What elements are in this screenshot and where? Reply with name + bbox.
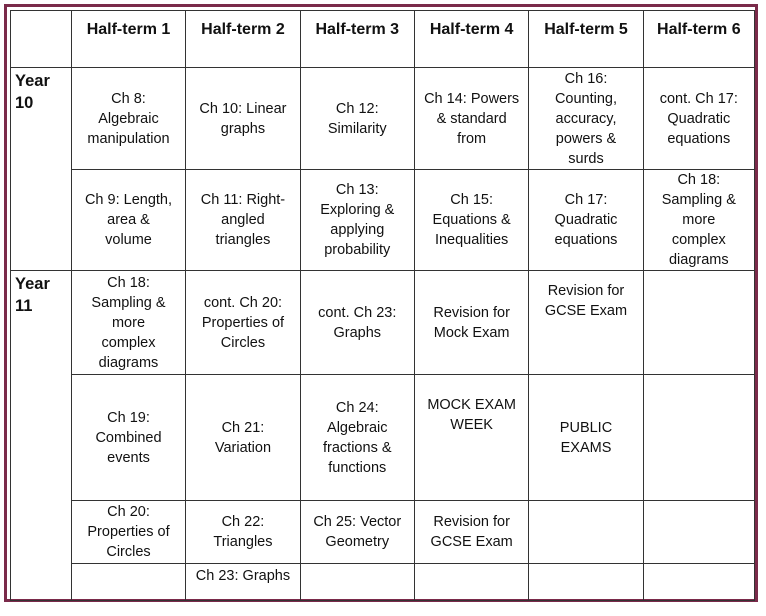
cell-line: Properties of xyxy=(201,314,285,331)
y11-r1-ht3 xyxy=(300,271,414,375)
cell-line: cont. Ch 20: xyxy=(203,294,283,311)
y11-r1-ht4 xyxy=(414,271,528,375)
y11-r4-ht5 xyxy=(529,564,643,601)
y11-r1-ht1 xyxy=(71,271,186,375)
cell-line: Ch 9: Length, xyxy=(84,192,173,208)
header-half-term-4: Half-term 4 xyxy=(414,11,528,68)
cell-line: angled xyxy=(221,212,265,228)
cell-line: from xyxy=(457,130,487,147)
cell-line: WEEK xyxy=(450,417,493,433)
y10-r1-ht6 xyxy=(643,68,754,170)
cell-line: area & xyxy=(107,212,150,228)
y11-r3-ht4 xyxy=(414,501,528,564)
cell-line: Ch 13: xyxy=(335,182,379,198)
y11-r1-ht6 xyxy=(643,271,754,375)
y11-r1-ht5 xyxy=(529,271,643,375)
cell-line: Ch 25: Vector xyxy=(313,514,402,530)
year10-row-1 xyxy=(11,68,755,170)
cell-line: Algebraic xyxy=(98,110,159,127)
cell-line: manipulation xyxy=(87,130,170,147)
cell-line: Ch 12: xyxy=(335,100,379,117)
cell-line: Ch 10: Linear xyxy=(199,100,287,117)
cell-line: Properties of xyxy=(87,524,170,540)
cell-line: probability xyxy=(324,242,391,258)
cell-line: surds xyxy=(568,150,604,167)
cell-line: Ch 21: xyxy=(221,419,265,436)
cell-line: Graphs xyxy=(333,324,382,341)
year11-row-2 xyxy=(11,375,755,501)
y11-r4-ht3 xyxy=(300,564,414,601)
cell-line: Circles xyxy=(220,334,266,351)
y11-r4-ht2 xyxy=(186,564,300,601)
year11-row-4 xyxy=(11,564,755,601)
year-10-label-line1: Year xyxy=(15,72,50,90)
y11-r3-ht5 xyxy=(529,501,643,564)
cell-line: complex xyxy=(671,232,726,248)
cell-line: diagrams xyxy=(668,252,729,268)
cell-line: Combined xyxy=(95,429,162,446)
cell-line: GCSE Exam xyxy=(544,303,628,319)
cell-line: more xyxy=(682,212,716,228)
year10-row-2 xyxy=(11,170,755,271)
cell-line: diagrams xyxy=(98,354,159,371)
cell-line: Ch 23: Graphs xyxy=(195,568,291,584)
cell-line: complex xyxy=(101,334,156,351)
cell-line: Ch 14: Powers xyxy=(424,90,520,107)
y11-r4-ht4 xyxy=(414,564,528,601)
y11-r3-ht6 xyxy=(643,501,754,564)
cell-line: Variation xyxy=(214,439,272,456)
cell-line: Ch 11: Right- xyxy=(200,192,286,208)
cell-line: Ch 17: xyxy=(564,192,608,208)
year-10-label-line2: 10 xyxy=(15,94,34,112)
year-10-label xyxy=(11,68,72,271)
cell-line: functions xyxy=(328,459,387,476)
cell-line: Revision for xyxy=(547,283,625,299)
y11-r2-ht6 xyxy=(643,375,754,501)
y11-r2-ht5 xyxy=(529,375,643,501)
cell-line: volume xyxy=(105,232,152,248)
y10-r2-ht6 xyxy=(643,170,754,271)
year-11-label-line1: Year xyxy=(15,275,50,293)
y10-r1-ht1 xyxy=(71,68,186,170)
cell-line: Exploring & xyxy=(320,202,395,218)
cell-line: Quadratic xyxy=(667,110,731,127)
y10-r1-ht5 xyxy=(529,68,643,170)
cell-line: Sampling & xyxy=(91,294,166,311)
cell-line: more xyxy=(111,314,146,331)
cell-line: graphs xyxy=(220,120,266,137)
cell-line: MOCK EXAM xyxy=(427,397,516,413)
y11-r3-ht1 xyxy=(71,501,186,564)
cell-line: Ch 16: xyxy=(564,70,608,87)
cell-line: PUBLIC xyxy=(559,419,613,436)
cell-line: Revision for xyxy=(433,514,510,530)
cell-line: cont. Ch 23: xyxy=(318,304,397,321)
y11-r3-ht3 xyxy=(300,501,414,564)
cell-line: Mock Exam xyxy=(433,324,510,341)
y10-r2-ht3 xyxy=(300,170,414,271)
y11-r4-ht1 xyxy=(71,564,186,601)
y10-r1-ht3 xyxy=(300,68,414,170)
cell-line: GCSE Exam xyxy=(430,534,513,550)
y11-r2-ht4 xyxy=(414,375,528,501)
year11-row-1 xyxy=(11,271,755,375)
year11-row-3 xyxy=(11,501,755,564)
year-11-label xyxy=(11,271,72,601)
cell-line: Revision for xyxy=(433,304,510,321)
cell-line: fractions & xyxy=(323,439,392,456)
y10-r2-ht1 xyxy=(71,170,186,271)
cell-line: EXAMS xyxy=(560,439,612,456)
cell-line: Ch 8: xyxy=(111,90,146,107)
y11-r1-ht2 xyxy=(186,271,300,375)
header-half-term-2: Half-term 2 xyxy=(186,11,300,68)
header-half-term-6: Half-term 6 xyxy=(643,11,754,68)
cell-line: accuracy, xyxy=(555,110,617,127)
cell-line: Counting, xyxy=(554,90,618,107)
y10-r1-ht4 xyxy=(414,68,528,170)
cell-line: Algebraic xyxy=(327,419,388,436)
header-row xyxy=(11,11,755,68)
cell-line: Inequalities xyxy=(434,232,509,248)
cell-line: triangles xyxy=(215,232,271,248)
cell-line: Ch 20: xyxy=(107,504,150,520)
schedule-frame xyxy=(4,4,758,602)
cell-line: Ch 18: xyxy=(677,172,721,188)
cell-line: Geometry xyxy=(325,534,390,550)
cell-line: Ch 18: xyxy=(107,274,150,291)
y11-r4-ht6 xyxy=(643,564,754,601)
cell-line: applying xyxy=(330,222,385,238)
corner-cell xyxy=(11,11,72,68)
cell-line: powers & xyxy=(555,130,617,147)
header-half-term-1: Half-term 1 xyxy=(71,11,186,68)
y11-r3-ht2 xyxy=(186,501,300,564)
scheme-of-work-table xyxy=(10,10,755,601)
cell-line: Similarity xyxy=(327,120,387,137)
cell-line: Ch 15: xyxy=(450,192,493,208)
cell-line: Ch 19: xyxy=(107,409,150,426)
cell-line: Quadratic xyxy=(554,212,618,228)
cell-line: equations xyxy=(667,130,731,147)
y11-r2-ht2 xyxy=(186,375,300,501)
y10-r2-ht5 xyxy=(529,170,643,271)
cell-line: Equations & xyxy=(432,212,511,228)
cell-line: cont. Ch 17: xyxy=(659,90,738,107)
y10-r2-ht2 xyxy=(186,170,300,271)
y10-r2-ht4 xyxy=(414,170,528,271)
y11-r2-ht1 xyxy=(71,375,186,501)
y10-r1-ht2 xyxy=(186,68,300,170)
cell-line: Ch 24: xyxy=(335,399,379,416)
cell-line: Sampling & xyxy=(661,192,736,208)
cell-line: Circles xyxy=(106,544,151,560)
cell-line: events xyxy=(107,449,150,466)
header-half-term-5: Half-term 5 xyxy=(529,11,643,68)
header-half-term-3: Half-term 3 xyxy=(300,11,414,68)
cell-line: Ch 22: xyxy=(221,514,265,530)
cell-line: & standard xyxy=(436,110,507,127)
cell-line: equations xyxy=(554,232,618,248)
year-11-label-line2: 11 xyxy=(15,297,33,315)
y11-r2-ht3 xyxy=(300,375,414,501)
cell-line: Triangles xyxy=(213,534,273,550)
